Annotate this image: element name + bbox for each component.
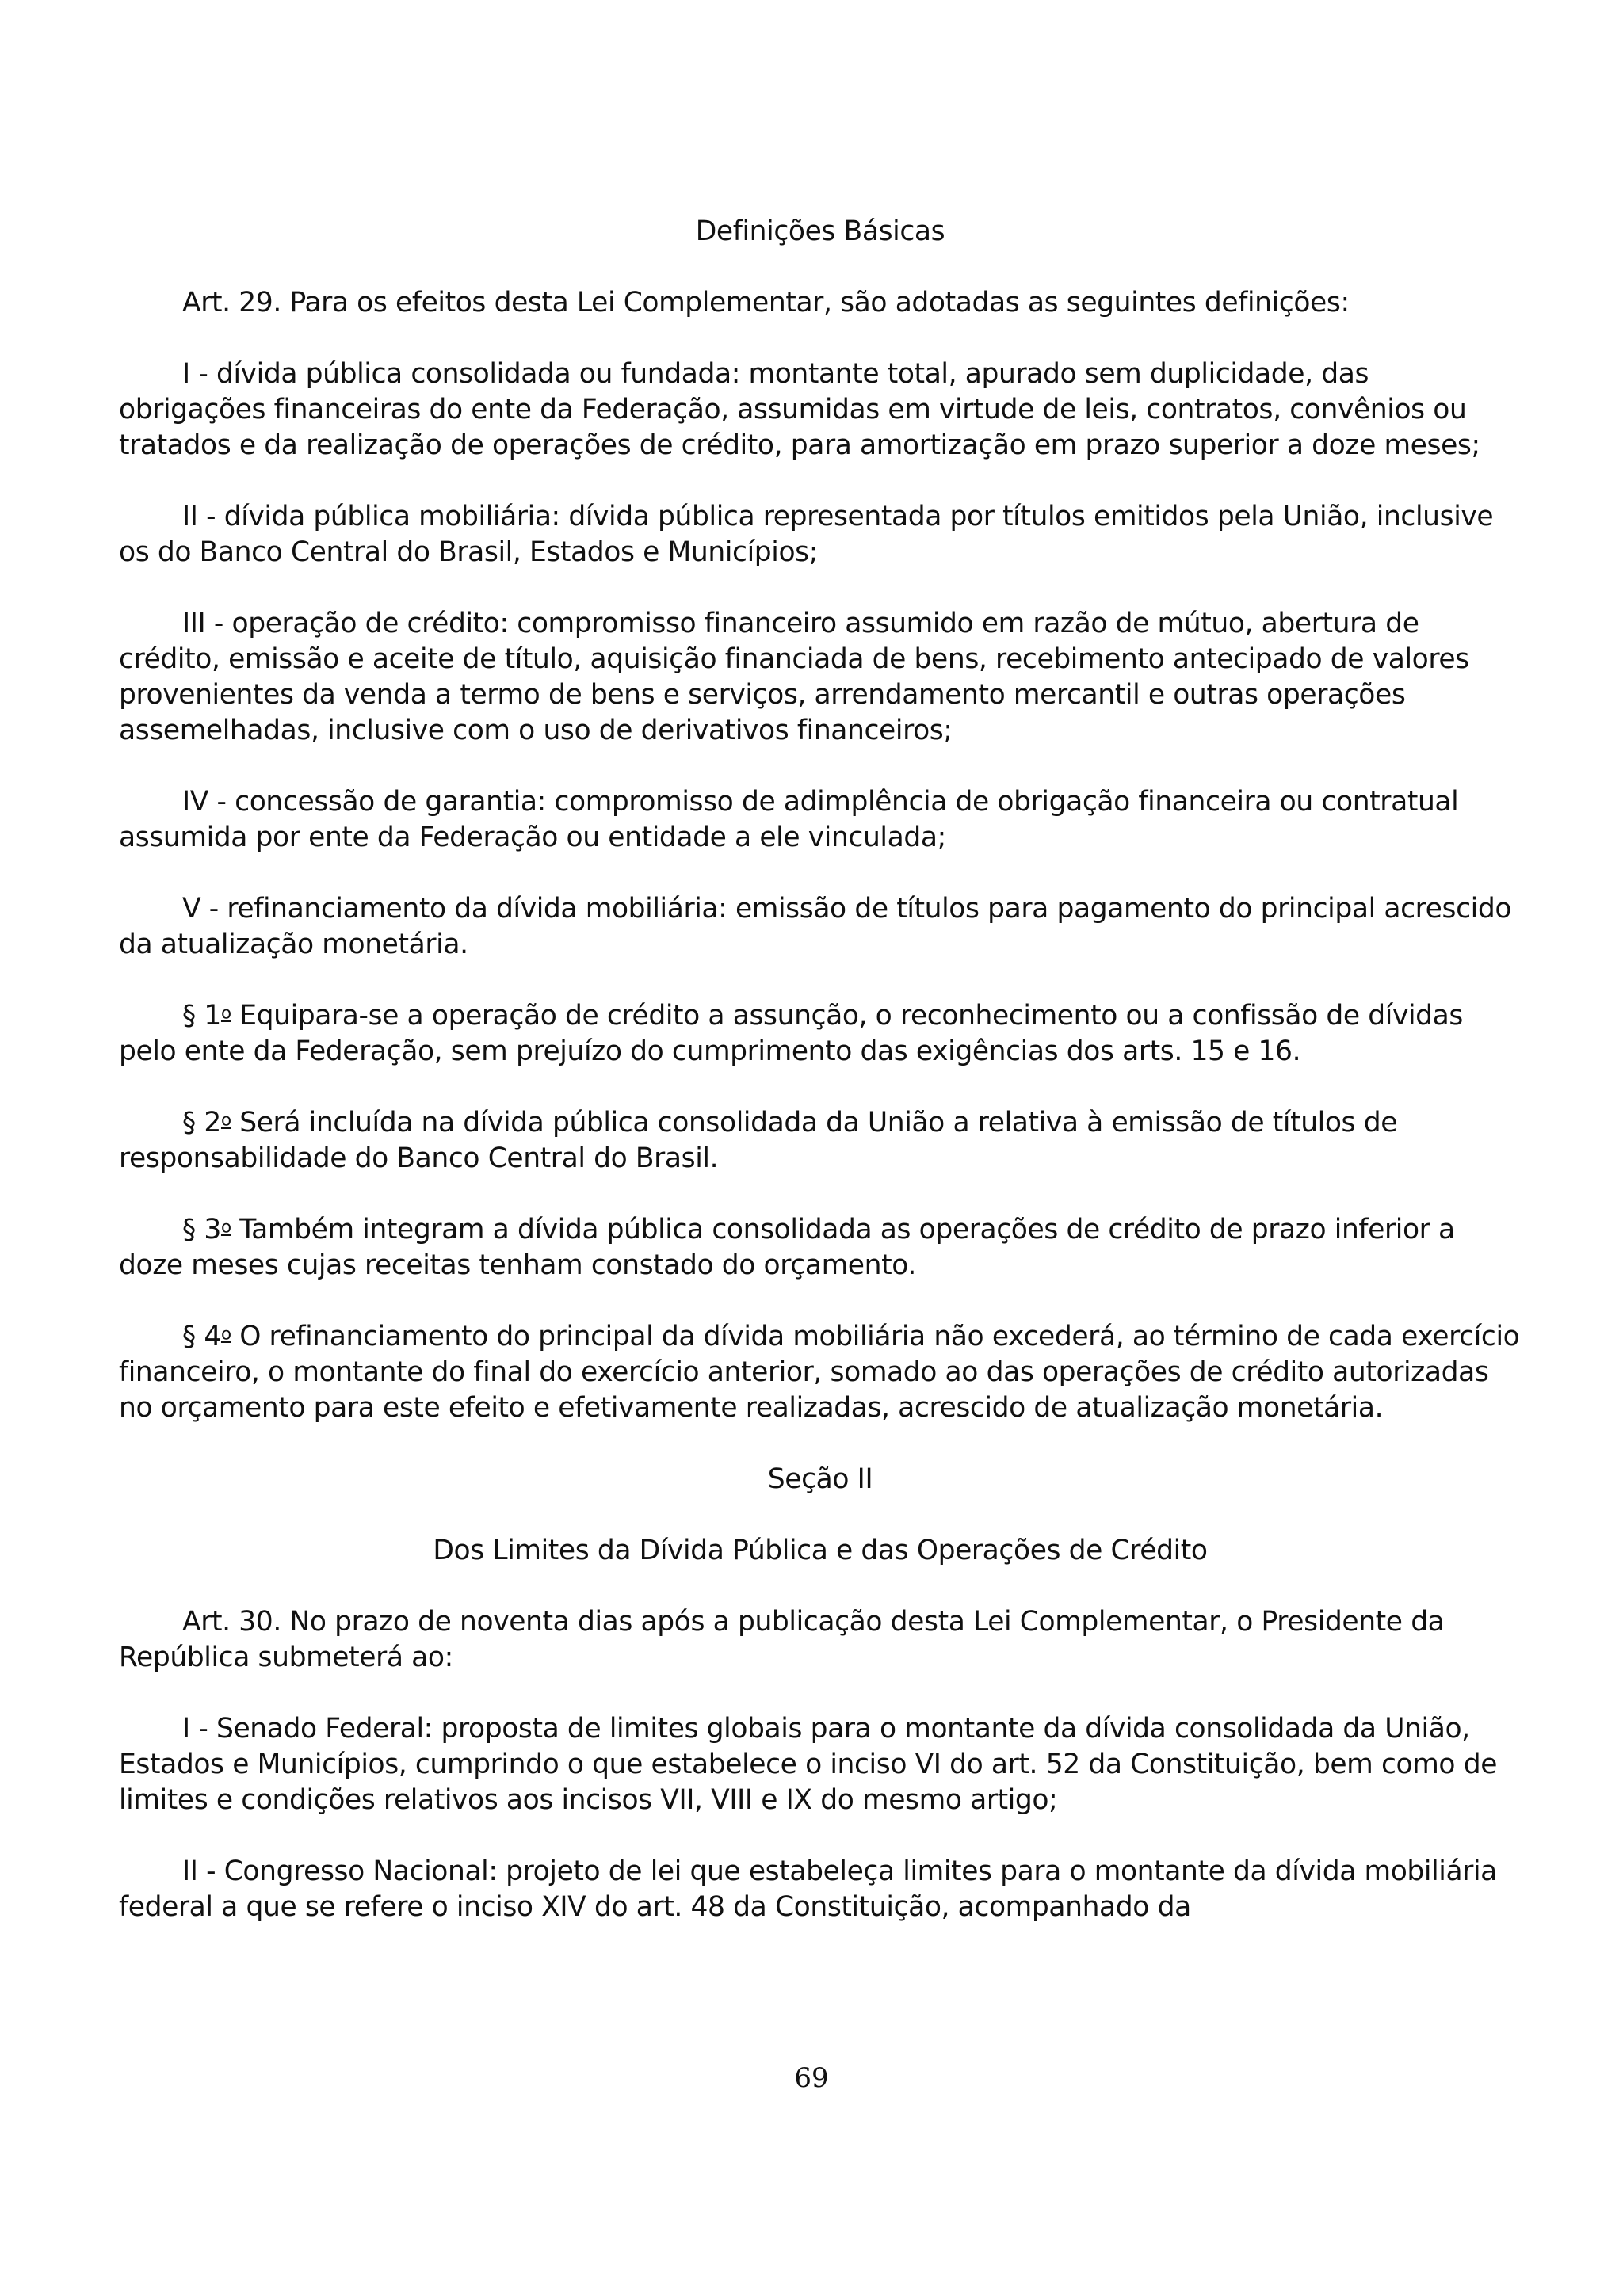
paragraph-number: § 1 [182, 1000, 221, 1032]
article-29-paragraph-1 [119, 998, 1522, 1070]
ordinal-indicator: o [220, 1217, 231, 1238]
article-29-paragraph-3 [119, 1212, 1522, 1283]
article-29-item-iii: III - operação de crédito: compromisso financeiro assumido em razão de mútuo, abertura de crédito, emissão e aceite de título, aquisição financiada de bens, recebimento antecipado de valores provenientes da venda a termo de bens e serviços, arrendamento mercantil e outras operações assemelhadas, inclusive com o uso de derivativos financeiros; [119, 608, 1469, 746]
section-subtitle: Dos Limites da Dívida Pública e das Operações de Crédito [433, 1535, 1208, 1566]
article-29-item-iv: IV - concessão de garantia: compromisso de adimplência de obrigação financeira ou contratual assumida por ente da Federação ou entidade a ele vinculada; [119, 786, 1459, 853]
article-29-paragraph-4 [119, 1319, 1522, 1426]
section-title: Definições Básicas [695, 215, 945, 247]
ordinal-indicator: o [220, 1003, 231, 1024]
article-29-item-v: V - refinanciamento da dívida mobiliária: emissão de títulos para pagamento do principal acrescido da atualização monetária. [119, 893, 1512, 960]
paragraph-number: § 2 [182, 1107, 221, 1138]
ordinal-indicator: o [220, 1110, 231, 1131]
article-29-paragraph-2 [119, 1105, 1522, 1177]
article-29-item-i: I - dívida pública consolidada ou fundada: montante total, apurado sem duplicidade, das obrigações financeiras do ente da Federação, assumidas em virtude de leis, contratos, convênios ou tratados e da realização de operações de crédito, para amortização em prazo superior a doze meses; [119, 358, 1480, 461]
paragraph-text: Também integram a dívida pública consolidada as operações de crédito de prazo inferior a doze meses cujas receitas tenham constado do orçamento. [119, 1214, 1455, 1281]
article-30-item-ii: II - Congresso Nacional: projeto de lei que estabeleça limites para o montante da dívida mobiliária federal a que se refere o inciso XIV do art. 48 da Constituição, acompanhado da [119, 1855, 1497, 1923]
document-body [119, 214, 1522, 1961]
paragraph-text: Será incluída na dívida pública consolidada da União a relativa à emissão de títulos de responsabilidade do Banco Central do Brasil. [119, 1107, 1398, 1174]
ordinal-indicator: o [220, 1324, 231, 1344]
paragraph-text: O refinanciamento do principal da dívida mobiliária não excederá, ao término de cada exercício financeiro, o montante do final do exercício anterior, somado ao das operações de crédito autorizadas no orçamento para este efeito e efetivamente realizadas, acrescido de atualização monetária. [119, 1321, 1520, 1424]
article-29-item-ii: II - dívida pública mobiliária: dívida pública representada por títulos emitidos pela União, inclusive os do Banco Central do Brasil, Estados e Municípios; [119, 501, 1494, 568]
article-30-item-i: I - Senado Federal: proposta de limites globais para o montante da dívida consolidada da União, Estados e Municípios, cumprindo o que estabelece o inciso VI do art. 52 da Constituição, bem como de limites e condições relativos aos incisos VII, VIII e IX do mesmo artigo; [119, 1713, 1498, 1816]
paragraph-number: § 4 [182, 1321, 221, 1352]
article-29-intro: Art. 29. Para os efeitos desta Lei Complementar, são adotadas as seguintes definições: [182, 287, 1350, 318]
page-number: 69 [794, 2062, 829, 2094]
paragraph-text: Equipara-se a operação de crédito a assunção, o reconhecimento ou a confissão de dívidas pelo ente da Federação, sem prejuízo do cumprimento das exigências dos arts. 15 e 16. [119, 1000, 1463, 1067]
paragraph-number: § 3 [182, 1214, 221, 1245]
section-heading: Seção II [767, 1463, 873, 1495]
article-30-intro: Art. 30. No prazo de noventa dias após a publicação desta Lei Complementar, o Presidente da República submeterá ao: [119, 1606, 1445, 1673]
